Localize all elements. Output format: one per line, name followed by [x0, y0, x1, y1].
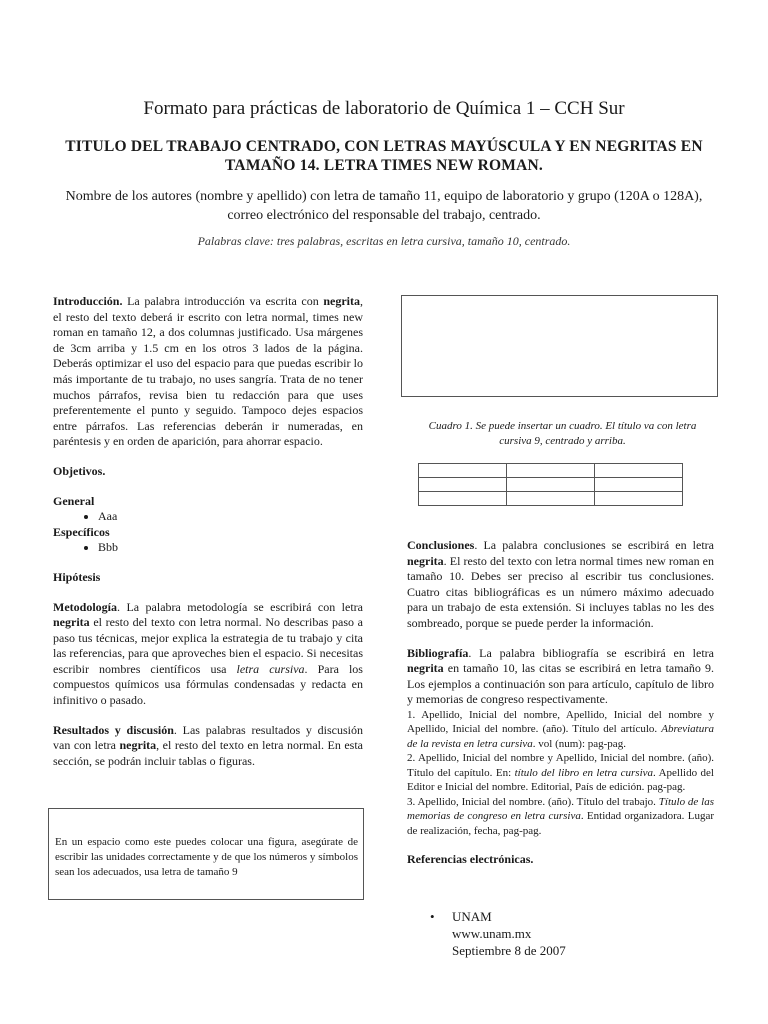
reference-3: 3. Apellido, Inicial del nombre. (año). Título del trabajo. Título de las memorias de congreso en letra cursiva. Entidad organizadora. Lugar de realización, fecha, pag-pag. [407, 795, 714, 837]
reference-date: Septiembre 8 de 2007 [452, 943, 566, 958]
methodology-paragraph: Metodología. La palabra metodología se escribirá con letra negrita el resto del texto con letra normal. No describas paso a paso tus técnicas, mejor explica la estrategia de tu trabajo y cita las referencias, para que aproveches bien el espacio. Si necesitas escribir nombres científicos usa letra cursiva. Para los compuestos químicos usa fórmulas condensadas y redacta en infinitivo o pasado. [53, 599, 363, 708]
table-placeholder-box [401, 295, 718, 397]
specific-list [53, 540, 363, 556]
table-row [419, 492, 683, 506]
reference-2: 2. Apellido, Inicial del nombre y Apellido, Inicial del nombre. (año). Título del capítulo. En: título del libro en letra cursiva. Apellido del Editor e Inicial del nombre. Editorial, País de edición. pag-pag. [407, 752, 714, 794]
list-item: • Bbb [98, 540, 363, 556]
sample-table [418, 463, 683, 506]
figure-placeholder-text: En un espacio como este puedes colocar una figura, asegúrate de escribir las unidades correctamente y de que los números y símbolos sean los adecuados, usa letra de tamaño 9 [55, 836, 358, 878]
keywords-line: Palabras clave: tres palabras, escritas en letra cursiva, tamaño 10, centrado. [197, 234, 571, 248]
general-list [53, 509, 363, 525]
results-paragraph: Resultados y discusión. Las palabras resultados y discusión van con letra negrita, el resto del texto en letra normal. En esta sección, se podrán incluir tablas o figuras. [53, 722, 363, 768]
page-title: Formato para prácticas de laboratorio de Química 1 – CCH Sur [143, 98, 625, 119]
unam-label: UNAM [452, 909, 492, 924]
objectives-heading: Objetivos. [53, 463, 106, 478]
unam-url: www.unam.mx [452, 926, 532, 941]
list-item: • Aaa [98, 509, 363, 525]
conclusions-heading: Conclusiones [407, 538, 475, 552]
table-row [419, 464, 683, 478]
hypothesis-heading: Hipótesis [53, 569, 101, 584]
reference-1: 1. Apellido, Inicial del nombre, Apellido, Inicial del nombre y Apellido, Inicial del nombre. (año). Título del artículo. Abreviatura de la revista en letra cursiva. vol (num): pag-pag. [407, 708, 714, 750]
bibliography-heading: Bibliografía [407, 645, 469, 660]
table-row [419, 478, 683, 492]
results-heading: Resultados y discusión [53, 722, 174, 737]
electronic-references-heading: Referencias electrónicas. [407, 852, 534, 867]
figure-placeholder-box [48, 808, 364, 900]
right-column [407, 538, 714, 868]
table-caption: Cuadro 1. Se puede insertar un cuadro. El título va con letra cursiva 9, centrado y arriba. [428, 420, 697, 447]
authors-line: Nombre de los autores (nombre y apellido) con letra de tamaño 11, equipo de laboratorio y grupo (120A o 128A), correo electrónico del responsable del trabajo, centrado. [65, 189, 703, 223]
methodology-heading: Metodología [53, 599, 117, 614]
introduction-heading: Introducción. [53, 294, 123, 308]
general-heading: General [53, 493, 95, 508]
conclusions-paragraph: Conclusiones. La palabra conclusiones se escribirá en letra negrita. El resto del texto con letra normal times new roman en tamaño 10. Debes ser preciso al escribir tus conclusiones. Cuatro citas bibliográficas es un número máximo adecuado para un trabajo de esta extensión. Si incluyes tablas no les des sombreado, porque se puede perder la información. [407, 538, 714, 630]
document-title: TITULO DEL TRABAJO CENTRADO, CON LETRAS MAYÚSCULA Y EN NEGRITAS EN TAMAÑO 14. LETRA TIMES NEW ROMAN. [65, 138, 703, 174]
bullet-icon: • [430, 909, 435, 924]
bibliography-paragraph: Bibliografía. La palabra bibliografía se escribirá en letra negrita en tamaño 10, las citas se escribirá en letra tamaño 9. Los ejemplos a continuación son para artículo, capítulo de libro y memorias de congreso respectivamente. [407, 645, 714, 707]
specific-heading: Específicos [53, 524, 110, 539]
introduction-paragraph: Introducción. La palabra introducción va escrita con negrita, el resto del texto deberá ir escrito con letra normal, times new roman en tamaño 12, a dos columnas justificado. Usa márgenes de 3cm arriba y 1.5 cm en los otros 3 lados de la página. Deberás optimizar el uso del espacio para que puedas escribir lo más importante de tu trabajo, no uses sangría. Trata de no tener muchos párrafos, revisa bien tu redacción para que uses preferentemente el punto y seguido. Tampoco dejes espacios entre párrafos. Las referencias deberán ir numeradas, en paréntesis y en orden de aparición, para ahorrar espacio. [53, 294, 363, 449]
electronic-references-list [430, 908, 680, 959]
left-column [53, 294, 363, 769]
